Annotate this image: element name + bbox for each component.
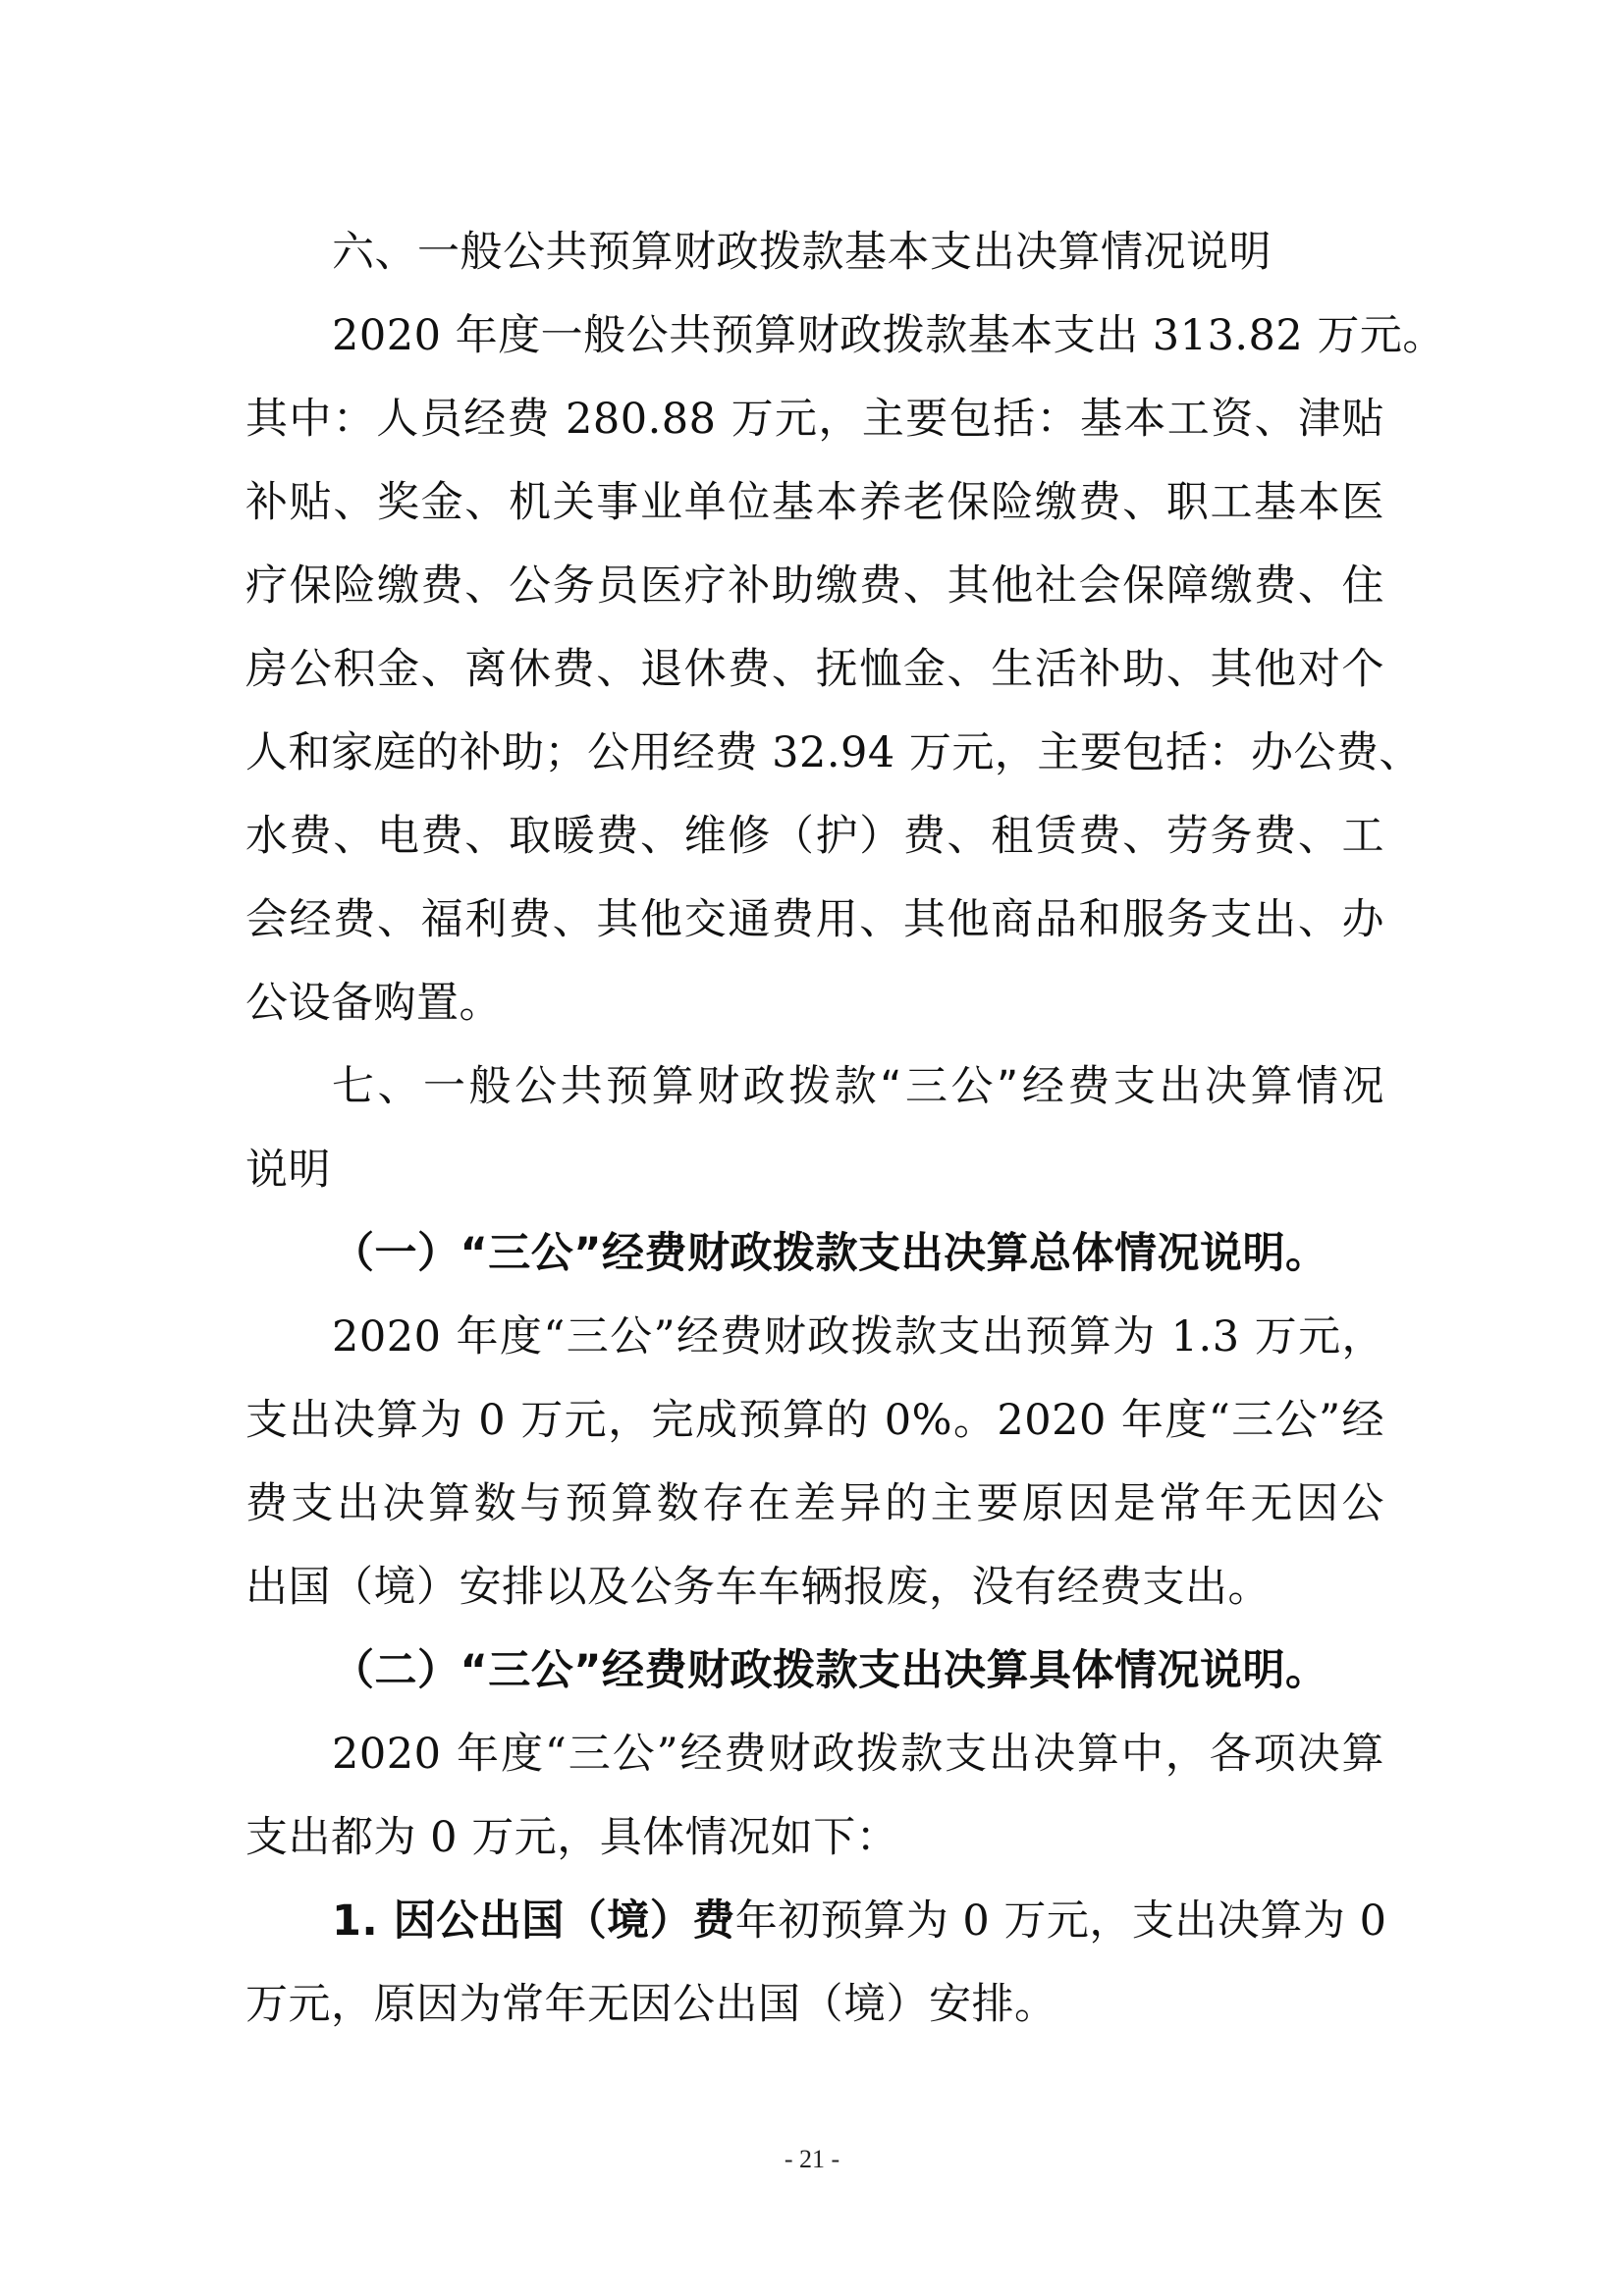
section-6-paragraph-line: 补贴、奖金、机关事业单位基本养老保险缴费、职工基本医 <box>245 478 1384 527</box>
section-6-paragraph-line: 会经费、福利费、其他交通费用、其他商品和服务支出、办 <box>245 895 1384 944</box>
section-7-heading-continued: 说明 <box>245 1146 331 1195</box>
section-6-paragraph-line: 2020 年度一般公共预算财政拨款基本支出 313.82 万元。 <box>332 311 1445 360</box>
item-1-line-continued: 万元，原因为常年无因公出国（境）安排。 <box>245 1980 1057 2029</box>
section-6-paragraph-line: 其中：人员经费 280.88 万元，主要包括：基本工资、津贴 <box>245 395 1384 444</box>
subsection-1-paragraph-line: 2020 年度“三公”经费财政拨款支出预算为 1.3 万元， <box>332 1312 1384 1362</box>
page-number: - 21 - <box>784 2145 840 2173</box>
section-6-paragraph-line: 水费、电费、取暖费、维修（护）费、租赁费、劳务费、工 <box>245 812 1384 861</box>
subsection-2-paragraph-line: 2020 年度“三公”经费财政拨款支出决算中，各项决算 <box>332 1730 1384 1779</box>
section-6-paragraph-line: 房公积金、离休费、退休费、抚恤金、生活补助、其他对个 <box>245 645 1384 694</box>
section-6-paragraph-line: 公设备购置。 <box>245 979 502 1028</box>
item-1-label: 1. 因公出国（境）费 <box>332 1896 735 1946</box>
item-1-text: 年初预算为 0 万元，支出决算为 0 <box>734 1896 1387 1946</box>
section-6-paragraph-line: 疗保险缴费、公务员医疗补助缴费、其他社会保障缴费、住 <box>245 561 1384 611</box>
subsection-1-paragraph-line: 费支出决算数与预算数存在差异的主要原因是常年无因公 <box>245 1479 1384 1528</box>
page-body <box>245 211 1445 2047</box>
subsection-1-heading: （一）“三公”经费财政拨款支出决算总体情况说明。 <box>332 1229 1328 1278</box>
subsection-1-paragraph-line: 支出决算为 0 万元，完成预算的 0%。2020 年度“三公”经 <box>245 1396 1384 1445</box>
subsection-2-heading: （二）“三公”经费财政拨款支出决算具体情况说明。 <box>332 1646 1328 1695</box>
subsection-1-paragraph-line: 出国（境）安排以及公务车车辆报废，没有经费支出。 <box>245 1563 1271 1612</box>
section-6-paragraph-line: 人和家庭的补助；公用经费 32.94 万元，主要包括：办公费、 <box>245 728 1422 777</box>
section-7-heading: 七、一般公共预算财政拨款“三公”经费支出决算情况 <box>332 1062 1384 1111</box>
section-6-heading: 六、一般公共预算财政拨款基本支出决算情况说明 <box>332 228 1272 277</box>
item-1-line <box>245 1880 1387 1963</box>
subsection-2-paragraph-line: 支出都为 0 万元，具体情况如下： <box>245 1813 899 1862</box>
